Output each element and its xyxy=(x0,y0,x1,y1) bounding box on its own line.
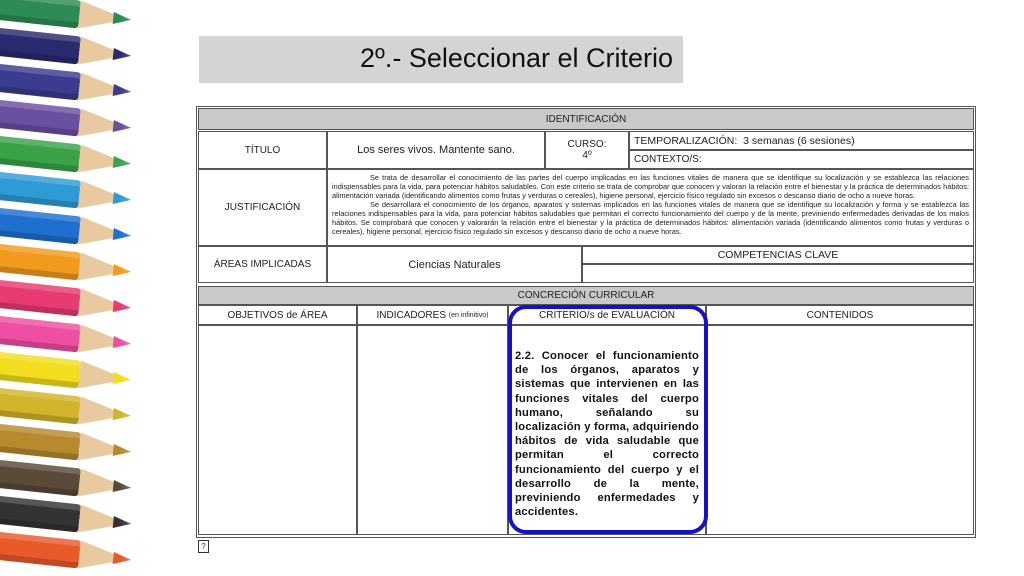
criterio-highlight xyxy=(508,305,708,534)
col-indicadores-note: (en infinitivo) xyxy=(448,311,489,319)
concrecion-header: CONCRECIÓN CURRICULAR xyxy=(198,286,974,305)
col-contenidos: CONTENIDOS xyxy=(706,305,974,325)
curso-cell xyxy=(545,131,629,169)
pencils-fade xyxy=(120,0,190,576)
objetivos-body xyxy=(198,325,357,535)
curso-label: CURSO: xyxy=(567,139,607,150)
title-banner xyxy=(199,36,683,83)
temporalizacion-value: 3 semanas (6 sesiones) xyxy=(743,134,855,147)
indicadores-body xyxy=(357,325,508,535)
col-indicadores xyxy=(357,305,508,325)
identificacion-header: IDENTIFICACIÓN xyxy=(198,108,974,130)
areas-value: Ciencias Naturales xyxy=(327,246,582,283)
temporalizacion-label: TEMPORALIZACIÓN: xyxy=(634,134,738,147)
criterio-text: 2.2. Conocer el funcionamiento de los órganos, aparatos y sistemas que intervienen en las funciones vitales del cuerpo humano, señalando su localización y forma, adquiriendo hábitos de vida saludable que permitan el correcto funcionamiento del cuerpo y el desarrollo de la mente, previniendo enfermedades y accidentes. xyxy=(515,350,699,519)
justificacion-paragraph-2: Se desarrollará el conocimiento de los órganos, aparatos y sistemas implicados en las funciones vitales de manera que se identifique su localización y forma y se establezca las relaciones indispensables para la vida, para potenciar hábitos saludables que permitan el correcto funcionamiento del cuerpo y de la mente, previniendo enfermedades derivadas de los malos hábitos. Se comprobará que conocen y valorarán la relación entre el bienestar y la práctica de determinados hábitos: alimentación variada (identificando alimentos como frutas y verduras o cereales), higiene personal, ejercicio físico regulado sin excesos y descanso diario de ocho a nueve horas. xyxy=(332,200,969,236)
contenidos-body xyxy=(706,325,974,535)
justificacion-label: JUSTIFICACIÓN xyxy=(198,169,327,246)
footer-icon: ? xyxy=(198,540,209,553)
temporalizacion-cell xyxy=(629,131,974,150)
page-title: 2º.- Seleccionar el Criterio xyxy=(360,43,673,73)
justificacion-paragraph-1: Se trata de desarrollar el conocimiento de las partes del cuerpo implicadas en las funciones vitales de manera que se identifique su localización y se establezca las relaciones indispensables para la vida, para potenciar hábitos saludables. Con este criterio se trata de comprobar que conocen y valoran la relación entre el bienestar y la práctica de determinados hábitos: alimentación variada (identificando alimentos como frutas y verduras o cereales), higiene personal, ejercicio físico regulado sin excesos o descanso diario de ocho a nueve horas. xyxy=(332,173,969,200)
col-indicadores-label: INDICADORES xyxy=(376,309,446,321)
justificacion-text xyxy=(327,169,974,246)
competencias-label: COMPETENCIAS CLAVE xyxy=(582,246,974,264)
col-criterio: CRITERIO/s de EVALUACIÓN xyxy=(508,305,706,325)
titulo-value: Los seres vivos. Mantente sano. xyxy=(327,131,545,169)
curso-value: 4º xyxy=(582,150,592,161)
titulo-label: TÍTULO xyxy=(198,131,327,169)
col-objetivos: OBJETIVOS de ÁREA xyxy=(198,305,357,325)
areas-label: ÁREAS IMPLICADAS xyxy=(198,246,327,283)
competencias-value xyxy=(582,264,974,283)
contexto-label: CONTEXTO/S: xyxy=(629,150,974,169)
